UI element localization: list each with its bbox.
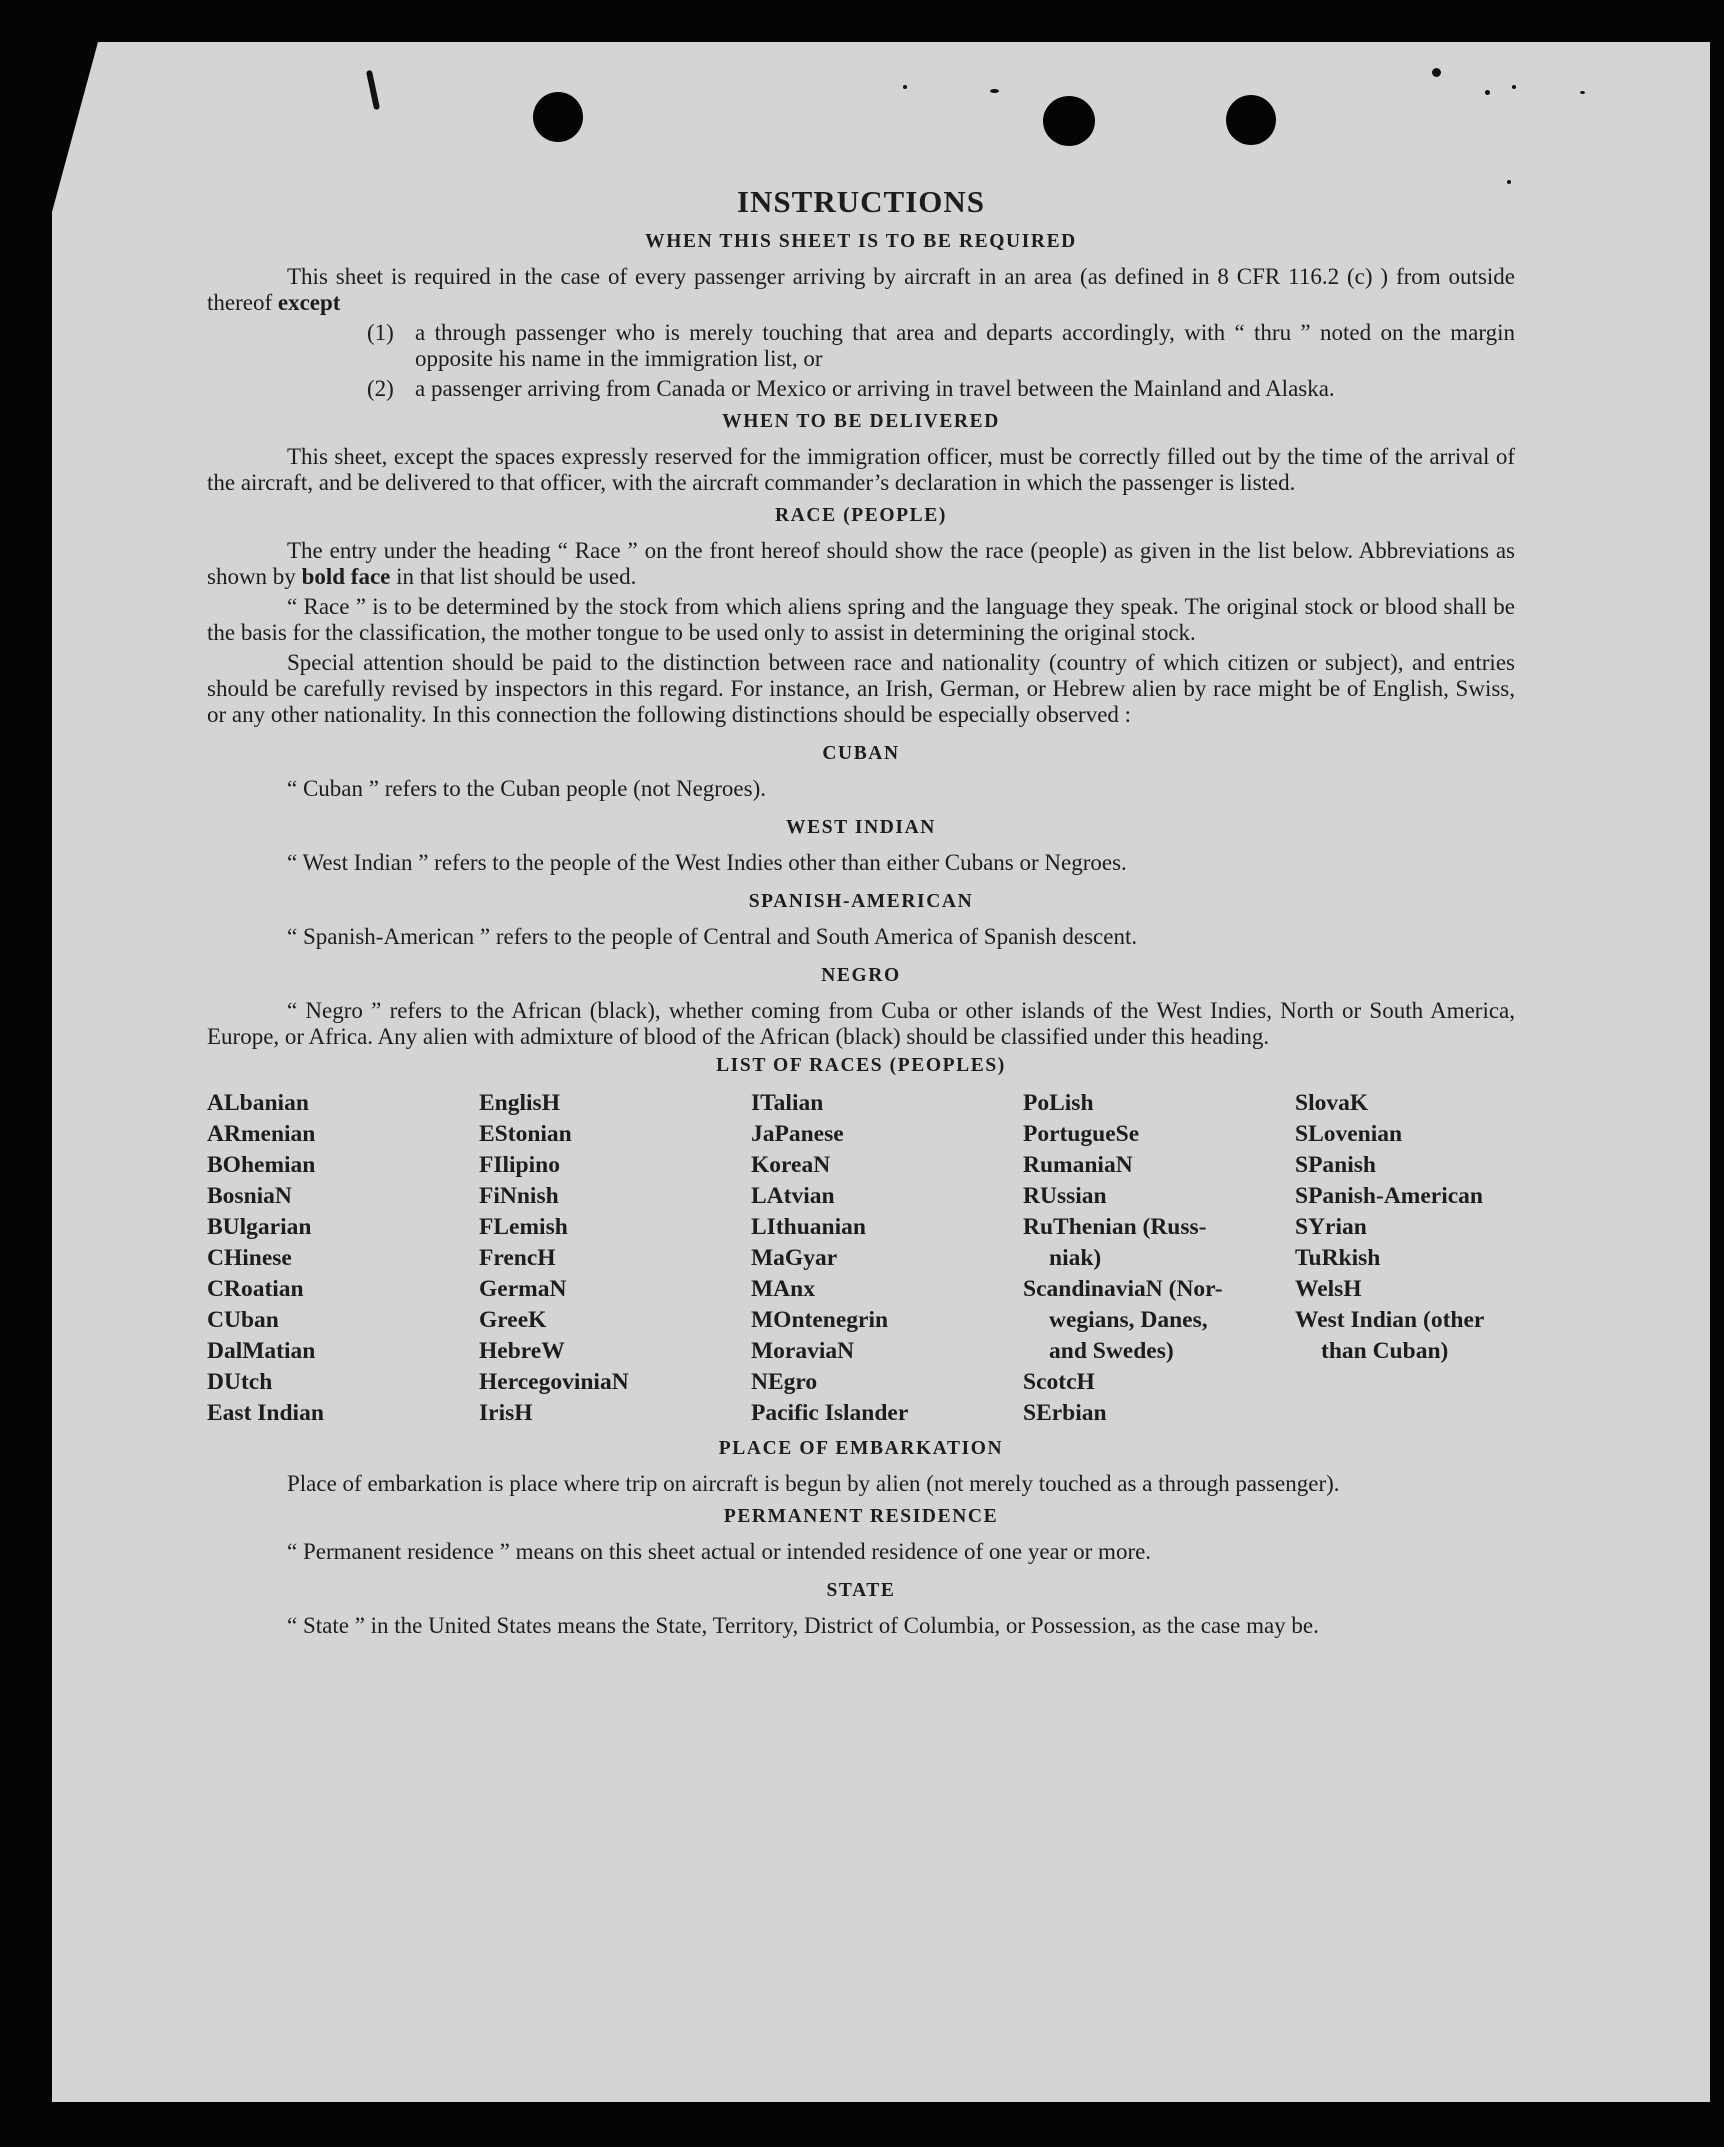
list-item: PoLish [1023,1090,1094,1116]
list-item: FIlipino [479,1152,560,1178]
list-item: BOhemian [207,1152,316,1178]
list-item: ITalian [751,1090,824,1116]
list-item: East Indian [207,1400,324,1426]
list-item: MaGyar [751,1245,838,1271]
list-item: ScandinaviaN (Nor- [1023,1276,1223,1302]
list-item: FrencH [479,1245,556,1271]
list-item: PortugueSe [1023,1121,1140,1147]
list-item: (2) a passenger arriving from Canada or Mexico or arriving in travel between the Mainland and Alaska. [367,376,1335,401]
list-item: FiNnish [479,1183,559,1209]
list-item: JaPanese [751,1121,844,1147]
west-indian-text: “ West Indian ” refers to the people of the West Indies other than either Cubans or Negroes. [287,850,1127,875]
list-item: and Swedes) [1049,1338,1174,1364]
required-intro: This sheet is required in the case of every passenger arriving by aircraft in an area (as defined in 8 CFR 116.2 (c) ) from outside thereof except [207,264,1515,315]
race-column [479,1088,751,1429]
list-item: MAnx [751,1276,815,1302]
list-item: SLovenian [1295,1121,1403,1147]
race-paragraph-3: Special attention should be paid to the distinction between race and nationality (country of which citizen or subject), and entries should be carefully revised by inspectors in this regard. For instance, an Irish, German, or Hebrew alien by race might be of English, Swiss, or any other nationality. In this connection the following distinctions should be especially observed : [207,650,1515,727]
section-heading-spanish-american: SPANISH-AMERICAN [748,891,974,912]
race-column [1295,1088,1515,1429]
ink-mark [903,85,907,89]
list-item: BUlgarian [207,1214,312,1240]
section-heading-west-indian: WEST INDIAN [786,817,936,838]
list-item: RuThenian (Russ- [1023,1214,1207,1240]
list-item: CUban [207,1307,279,1333]
spanish-american-text: “ Spanish-American ” refers to the people of Central and South America of Spanish descent. [287,924,1138,949]
list-item: SPanish [1295,1152,1376,1178]
list-item: Pacific Islander [751,1400,909,1426]
race-column [207,1088,479,1429]
list-item: EStonian [479,1121,572,1147]
section-heading-delivered: WHEN TO BE DELIVERED [722,411,1000,432]
list-item: RUssian [1023,1183,1107,1209]
list-item: ARmenian [207,1121,316,1147]
list-item: CHinese [207,1245,292,1271]
embarkation-text: Place of embarkation is place where trip on aircraft is begun by alien (not merely touched as a through passenger). [287,1471,1340,1496]
list-item: ALbanian [207,1090,309,1116]
list-item: than Cuban) [1321,1338,1449,1364]
residence-text: “ Permanent residence ” means on this sheet actual or intended residence of one year or more. [287,1539,1152,1564]
list-item: DUtch [207,1369,273,1395]
list-item: IrisH [479,1400,533,1426]
list-item: RumaniaN [1023,1152,1133,1178]
list-item: HebreW [479,1338,565,1364]
list-item: FLemish [479,1214,568,1240]
section-heading-state: STATE [826,1580,896,1601]
section-heading-required: WHEN THIS SHEET IS TO BE REQUIRED [645,231,1077,252]
punch-hole [533,92,583,142]
list-item: niak) [1049,1245,1102,1271]
section-heading-cuban: CUBAN [822,743,900,764]
ink-mark [366,70,380,110]
ink-mark [1580,91,1585,94]
section-heading-embarkation: PLACE OF EMBARKATION [718,1438,1004,1459]
list-item: HercegoviniaN [479,1369,629,1395]
list-item: (1) a through passenger who is merely touching that area and departs accordingly, with “ thru ” noted on the margin opposite his name in the immigration list, or [367,320,1515,371]
race-list [207,1088,1515,1429]
list-item: SYrian [1295,1214,1367,1240]
list-item: MoraviaN [751,1338,855,1364]
race-paragraph-2: “ Race ” is to be determined by the stock from which aliens spring and the language they speak. The original stock or blood shall be the basis for the classification, the mother tongue to be used only to assist in determining the original stock. [207,594,1515,645]
delivered-text: This sheet, except the spaces expressly reserved for the immigration officer, must be correctly filled out by the time of the arrival of the aircraft, and be delivered to that officer, with the aircraft commander’s declaration in which the passenger is listed. [207,444,1515,495]
section-heading-list-of-races: LIST OF RACES (PEOPLES) [716,1055,1006,1076]
ink-mark [1512,85,1516,89]
ink-mark [1485,90,1490,95]
ink-mark [990,89,999,93]
punch-hole [1043,96,1095,146]
cuban-text: “ Cuban ” refers to the Cuban people (not Negroes). [287,776,767,801]
list-item: SErbian [1023,1400,1107,1426]
section-heading-race: RACE (PEOPLE) [775,505,947,526]
list-item: GreeK [479,1307,547,1333]
list-item: LAtvian [751,1183,835,1209]
race-paragraph-1: The entry under the heading “ Race ” on the front hereof should show the race (people) as given in the list below. Abbreviations as shown by bold face in that list should be used. [207,538,1515,589]
page-title: INSTRUCTIONS [736,184,985,219]
list-item: SlovaK [1295,1090,1369,1116]
list-item: ScotcH [1023,1369,1095,1395]
list-item: GermaN [479,1276,567,1302]
ink-mark [1432,68,1441,77]
race-column [1023,1088,1295,1429]
list-item: EnglisH [479,1090,560,1116]
instructions-body [207,184,1515,1643]
list-item: SPanish-American [1295,1183,1483,1209]
negro-text: “ Negro ” refers to the African (black), whether coming from Cuba or other islands of the West Indies, North or South America, Europe, or Africa. Any alien with admixture of blood of the African (black) should be classified under this heading. [207,998,1515,1049]
list-item: LIthuanian [751,1214,866,1240]
list-item: DalMatian [207,1338,316,1364]
section-heading-residence: PERMANENT RESIDENCE [723,1506,999,1527]
list-item: West Indian (other [1295,1307,1485,1333]
race-column [751,1088,1023,1429]
list-item: BosniaN [207,1183,292,1209]
state-text: “ State ” in the United States means the State, Territory, District of Columbia, or Possession, as the case may be. [287,1613,1319,1638]
list-item: wegians, Danes, [1049,1307,1208,1333]
list-item: MOntenegrin [751,1307,889,1333]
section-heading-negro: NEGRO [821,965,901,986]
punch-hole [1226,95,1276,145]
list-item: NEgro [751,1369,818,1395]
list-item: KoreaN [751,1152,831,1178]
list-item: TuRkish [1295,1245,1381,1271]
list-item: CRoatian [207,1276,304,1302]
exception-list [207,320,1515,402]
list-item: WelsH [1295,1276,1362,1302]
